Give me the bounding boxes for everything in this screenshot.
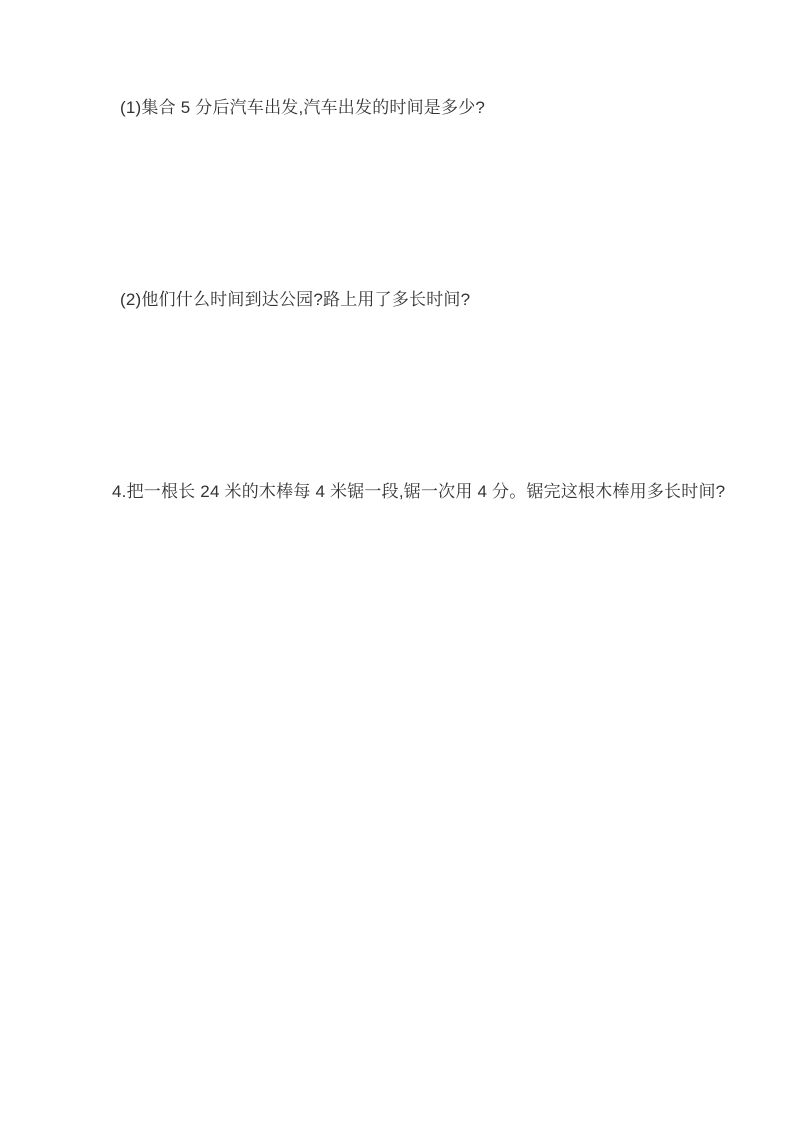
sub-question-2-text: (2)他们什么时间到达公园?路上用了多长时间? bbox=[120, 290, 471, 309]
sub-question-1-text: (1)集合 5 分后汽车出发,汽车出发的时间是多少? bbox=[120, 98, 486, 117]
answer-space-3 bbox=[0, 505, 793, 1122]
answer-space-2 bbox=[0, 312, 793, 480]
question-4-text: 4.把一根长 24 米的木棒每 4 米锯一段,锯一次用 4 分。锯完这根木棒用多长时间? bbox=[112, 482, 726, 501]
answer-space-1 bbox=[0, 120, 793, 288]
